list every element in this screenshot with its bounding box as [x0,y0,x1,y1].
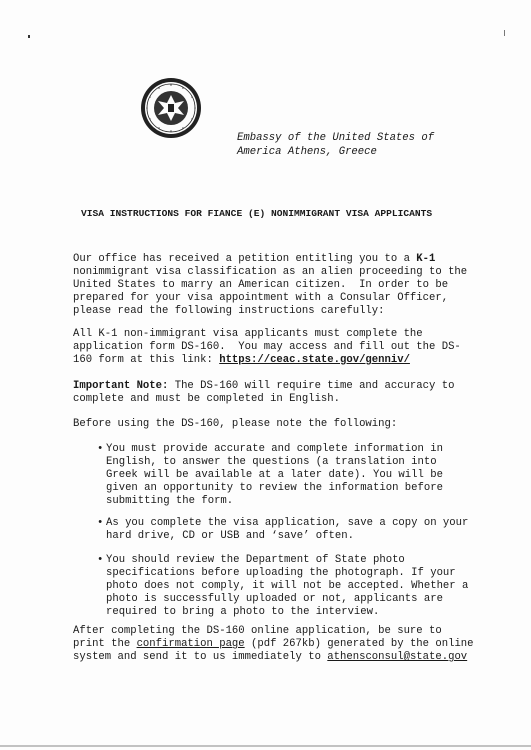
text: You must provide accurate and complete information in [106,443,443,455]
list-item-text [106,443,443,508]
list-item-text [106,554,468,619]
confirmation-page-link[interactable]: confirmation page [136,638,245,650]
visa-type: K-1 [416,253,436,265]
document-heading: VISA INSTRUCTIONS FOR FIANCE (E) NONIMMIGRANT VISA APPLICANTS [81,208,433,219]
embassy-line-2: America Athens, Greece [237,146,377,158]
text: All K-1 non-immigrant visa applicants must complete the [73,328,423,340]
ceac-link[interactable]: https://ceac.state.gov/genniv/ [219,354,410,366]
text: English, to answer the questions (a translation into [106,456,437,468]
text: given an opportunity to review the information before [106,482,443,494]
text: (pdf 267kb) generated by the online [244,638,474,650]
paragraph-after-completing [73,625,493,664]
text: complete and must be completed in English. [73,393,341,405]
text: The DS-160 will require time and accuracy to [168,380,455,392]
scan-speck [28,35,30,38]
text: nonimmigrant visa classification as an alien proceeding to the [73,266,468,278]
text: please read the following instructions carefully: [73,305,385,317]
embassy-name [237,131,497,159]
text: required to bring a photo to the interview. [106,606,380,618]
paragraph-ds160 [73,328,493,367]
text: hard drive, CD or USB and ‘save’ often. [106,530,354,542]
text: photo does not comply, it will not be accepted. Whether a [106,580,469,592]
text: print the [73,638,137,650]
text: specifications before uploading the photograph. If your [106,567,456,579]
important-note-label: Important Note: [73,380,169,392]
text: photo is successfully uploaded or not, applicants are [106,593,443,605]
paragraph-petition [73,253,493,318]
embassy-line-1: Embassy of the United States of [237,132,435,144]
text: submitting the form. [106,495,234,507]
consulate-email-link[interactable]: athensconsul@state.gov [327,651,468,663]
text: United States to marry an American citizen. In order to be [73,279,449,291]
scan-mark [504,30,509,36]
text: 160 form at this link: [73,354,220,366]
paragraph-before-using: Before using the DS-160, please note the following: [73,418,398,430]
paragraph-important-note [73,380,493,406]
text: As you complete the visa application, save a copy on your [106,517,469,529]
text: system and send it to us immediately to [73,651,328,663]
text: You should review the Department of State photo [106,554,405,566]
bullet-icon: • [97,517,104,529]
bullet-icon: • [97,443,104,455]
list-item-text [106,517,468,543]
text: After completing the DS-160 online application, be sure to [73,625,442,637]
scan-edge [0,745,531,747]
bullet-icon: • [97,554,104,566]
text: prepared for your visa appointment with a Consular Officer, [73,292,449,304]
text: Our office has received a petition entitling you to a [73,253,417,265]
text: Greek will be available at a later date). You will be [106,469,443,481]
text: application form DS-160. You may access and fill out the DS- [73,341,461,353]
embassy-seal-icon [140,77,202,139]
